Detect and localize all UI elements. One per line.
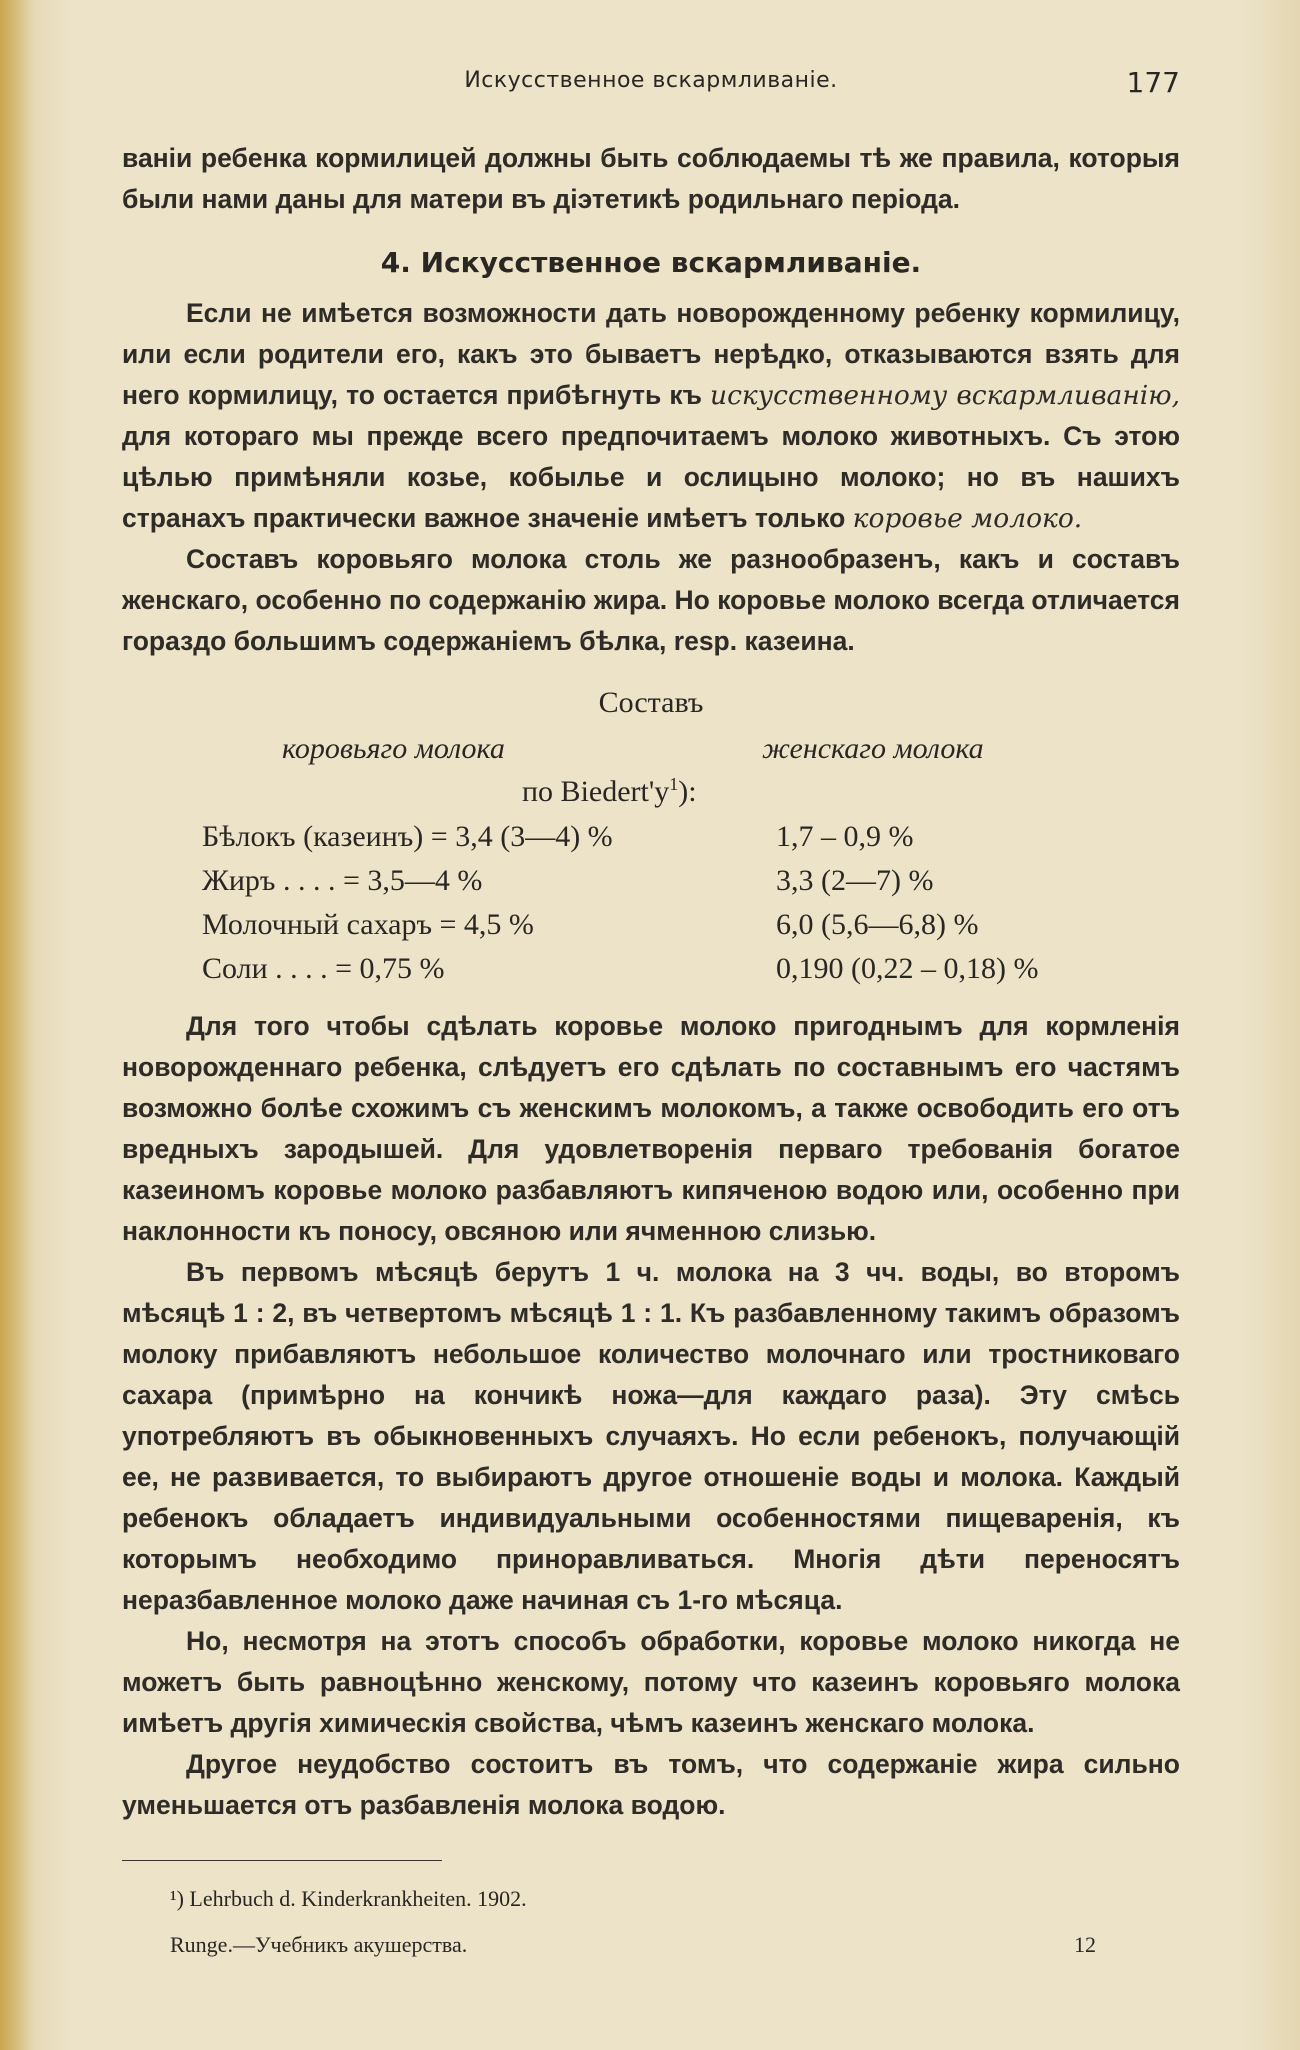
paragraph-dilution: Въ первомъ мѣсяцѣ берутъ 1 ч. молока на 3 чч. воды, во второмъ мѣсяцѣ 1 : 2, въ четвертомъ мѣсяцѣ 1 : 1. Къ разбавленному такимъ образомъ молоку прибавляютъ небольшое количество молочнаго или тростниковаго сахара (примѣрно на кончикѣ ножа—для каждаго раза). Эту смѣсь употребляютъ въ обыкновенныхъ случаяхъ. Но если ребенокъ, получающій ее, не развивается, то выбираютъ другое отношеніе воды и молока. Каждый ребенокъ обладаетъ индивидуальными особенностями пищеваренія, къ которымъ необходимо приноравливаться. Многія дѣти переносятъ неразбавленное молоко даже начиная съ 1-го мѣсяца. — [122, 1257, 1180, 1615]
page-header — [122, 62, 1180, 110]
table-row — [202, 820, 1192, 860]
paragraph-casein: Но, несмотря на этотъ способъ обработки, коровье молоко никогда не можетъ быть равноцѣнно женскому, потому что казеинъ коровьяго молока имѣетъ другія химическія свойства, чѣмъ казеинъ женскаго молока. — [122, 1626, 1180, 1738]
para1-text-c: для котораго мы прежде всего предпочитаемъ молоко животныхъ. Съ этою цѣлью примѣняли козье, кобылье и ослицыно молоко; но въ нашихъ странахъ практически важное значеніе имѣетъ только — [122, 421, 1180, 533]
paragraph-intro — [122, 293, 1180, 539]
table-cell-woman: 0,190 (0,22 – 0,18) % — [776, 952, 1039, 985]
running-head: Искусственное вскармливаніе. — [464, 68, 838, 93]
paragraph-fat: Другое неудобство состоитъ въ томъ, что содержаніе жира сильно уменьшается отъ разбавленія молока водою. — [122, 1749, 1180, 1820]
footnote-divider — [122, 1860, 442, 1861]
table-cell-cow: Бѣлокъ (казеинъ) = 3,4 (3—4) % — [202, 820, 613, 853]
table-caption: Составъ — [598, 686, 704, 719]
table-cell-cow: Молочный сахаръ = 4,5 % — [202, 908, 534, 941]
table-source — [522, 774, 697, 809]
table-row — [202, 908, 1192, 948]
paragraph-continuation: ваніи ребенка кормилицей должны быть соблюдаемы тѣ же правила, которыя были нами даны для матери въ діэтетикѣ родильнаго періода. — [122, 143, 1180, 214]
footer-book-title: Runge.—Учебникъ акушерства. — [170, 1932, 468, 1957]
table-cell-woman: 1,7 – 0,9 % — [776, 820, 914, 853]
table-col-header-woman: женскаго молока — [762, 732, 984, 765]
paragraph-preparation: Для того чтобы сдѣлать коровье молоко пригоднымъ для кормленія новорожденнаго ребенка, слѣдуетъ его сдѣлать по составнымъ его частямъ возможно болѣе схожимъ съ женскимъ молокомъ, а также освободить его отъ вредныхъ зародышей. Для удовлетворенія перваго требованія богатое казеиномъ коровье молоко разбавляютъ кипяченою водою или, особенно при наклонности къ поносу, овсяною или ячменною слизью. — [122, 1011, 1180, 1246]
table-col-header-cow: коровьяго молока — [282, 732, 505, 765]
footnote: ¹) Lehrbuch d. Kinderkrankheiten. 1902. — [170, 1886, 527, 1911]
section-title: 4. Искусственное вскармливаніе. — [380, 246, 922, 279]
table-cell-woman: 3,3 (2—7) % — [776, 864, 934, 897]
table-source-after: ): — [678, 775, 697, 808]
footer-signature-number: 12 — [1074, 1932, 1096, 1957]
page-number: 177 — [1126, 66, 1180, 99]
paragraph-composition: Составъ коровьяго молока столь же разнообразенъ, какъ и составъ женскаго, особенно по содержанію жира. Но коровье молоко всегда отличается гораздо большимъ содержаніемъ бѣлка, resp. казеина. — [122, 544, 1180, 656]
table-row — [202, 864, 1192, 904]
table-cell-woman: 6,0 (5,6—6,8) % — [776, 908, 979, 941]
page-content — [122, 62, 1180, 1826]
table-source-text: по Biedert'у — [522, 775, 670, 808]
para1-emph-cow-milk: коровье молоко. — [852, 503, 1083, 534]
table-cell-cow: Соли . . . . = 0,75 % — [202, 952, 445, 985]
table-cell-cow: Жиръ . . . . = 3,5—4 % — [202, 864, 483, 897]
composition-table — [122, 686, 1180, 996]
para1-emph-artificial-feeding: искусственному вскармливанію, — [710, 380, 1181, 411]
table-source-footnote-mark: 1 — [669, 774, 679, 794]
table-row — [202, 952, 1192, 992]
para1-text-a: Если не имѣется возможности дать новорожденному ребенку кормилицу, или если родители его, какъ это бываетъ нерѣдко, отказываются взять для него кормилицу, то остается прибѣгнуть къ — [122, 298, 1180, 410]
